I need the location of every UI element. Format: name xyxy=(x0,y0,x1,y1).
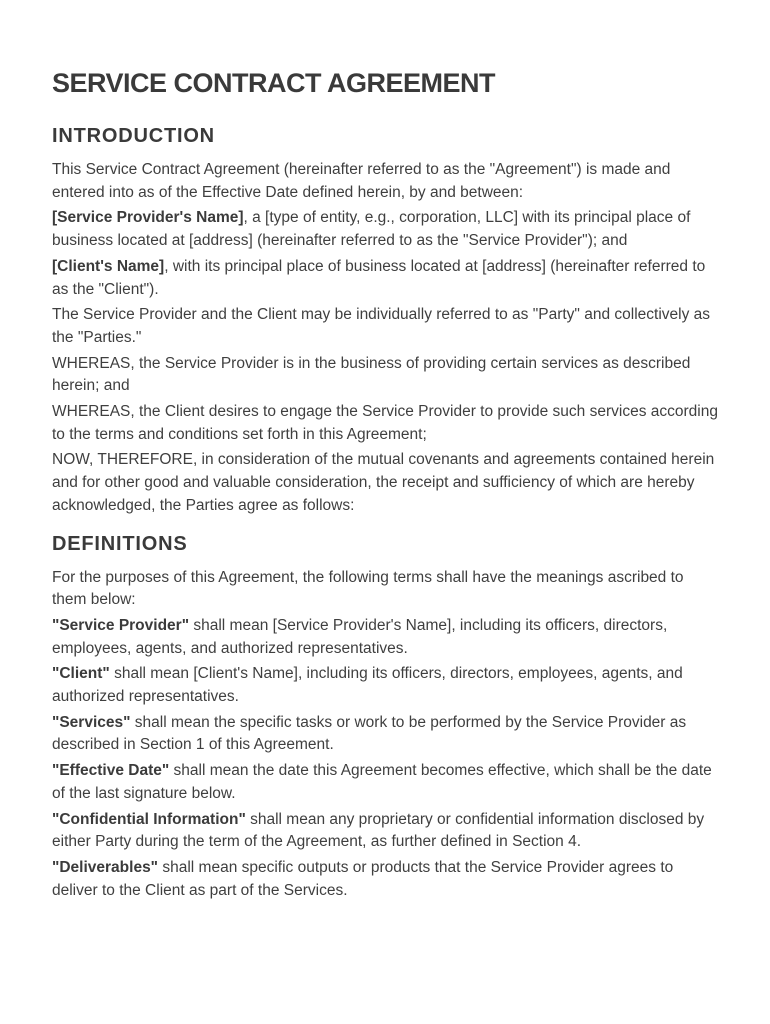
paragraph xyxy=(52,256,720,301)
document-title: SERVICE CONTRACT AGREEMENT xyxy=(52,68,496,98)
paragraph xyxy=(52,857,720,902)
bold-text-run: [Service Provider's Name] xyxy=(52,209,244,227)
bold-text-run: "Service Provider" xyxy=(52,616,190,634)
text-run: shall mean the specific tasks or work to be performed by the Service Provider as described in Section 1 of this Agreement. xyxy=(52,713,687,754)
text-run: shall mean [Client's Name], including its officers, directors, employees, agents, and authorized representatives. xyxy=(52,665,683,706)
bold-text-run: "Deliverables" xyxy=(52,858,159,876)
bold-text-run: "Effective Date" xyxy=(52,762,170,780)
bold-text-run: "Confidential Information" xyxy=(52,810,246,828)
text-run: This Service Contract Agreement (hereinafter referred to as the "Agreement") is made and entered into as of the Effective Date defined herein, by and between: xyxy=(52,161,671,201)
paragraph xyxy=(52,449,720,517)
bold-text-run: "Services" xyxy=(52,713,131,731)
text-run: WHEREAS, the Service Provider is in the business of providing certain services as described herein; and xyxy=(52,354,691,395)
text-run: shall mean any proprietary or confidential information disclosed by either Party during the term of the Agreement, as further defined in Section 4. xyxy=(52,810,705,851)
text-run: , a [type of entity, e.g., corporation, LLC] with its principal place of business located at [address] (hereinafter referred to as the "Service Provider"); and xyxy=(52,209,691,250)
document-body xyxy=(52,124,720,902)
paragraph xyxy=(52,159,720,204)
paragraph xyxy=(52,304,720,349)
paragraph xyxy=(52,401,720,446)
bold-text-run: [Client's Name] xyxy=(52,257,165,275)
paragraph xyxy=(52,353,720,398)
paragraph xyxy=(52,809,720,854)
section-heading-introduction: INTRODUCTION xyxy=(52,125,215,147)
paragraph xyxy=(52,207,720,252)
paragraph xyxy=(52,663,720,708)
text-run: WHEREAS, the Client desires to engage the Service Provider to provide such services according to the terms and conditions set forth in this Agreement; xyxy=(52,403,718,443)
text-run: The Service Provider and the Client may be individually referred to as "Party" and collectively as the "Parties." xyxy=(52,306,711,346)
text-run: , with its principal place of business located at [address] (hereinafter referred to as the "Client"). xyxy=(52,257,706,298)
text-run: shall mean [Service Provider's Name], including its officers, directors, employees, agents, and authorized representatives. xyxy=(52,616,668,657)
bold-text-run: "Client" xyxy=(52,665,110,683)
paragraph xyxy=(52,760,720,805)
text-run: shall mean specific outputs or products that the Service Provider agrees to deliver to the Client as part of the Services. xyxy=(52,858,674,899)
paragraph xyxy=(52,567,720,612)
paragraph xyxy=(52,615,720,660)
paragraph xyxy=(52,712,720,757)
section-heading-definitions: DEFINITIONS xyxy=(52,532,188,555)
text-run: For the purposes of this Agreement, the following terms shall have the meanings ascribed to them below: xyxy=(52,568,684,609)
text-run: NOW, THEREFORE, in consideration of the mutual covenants and agreements contained herein and for other good and valuable consideration, the receipt and sufficiency of which are hereby acknowledged, the Parties agree as follows: xyxy=(52,451,715,514)
text-run: shall mean the date this Agreement becomes effective, which shall be the date of the last signature below. xyxy=(52,762,712,802)
